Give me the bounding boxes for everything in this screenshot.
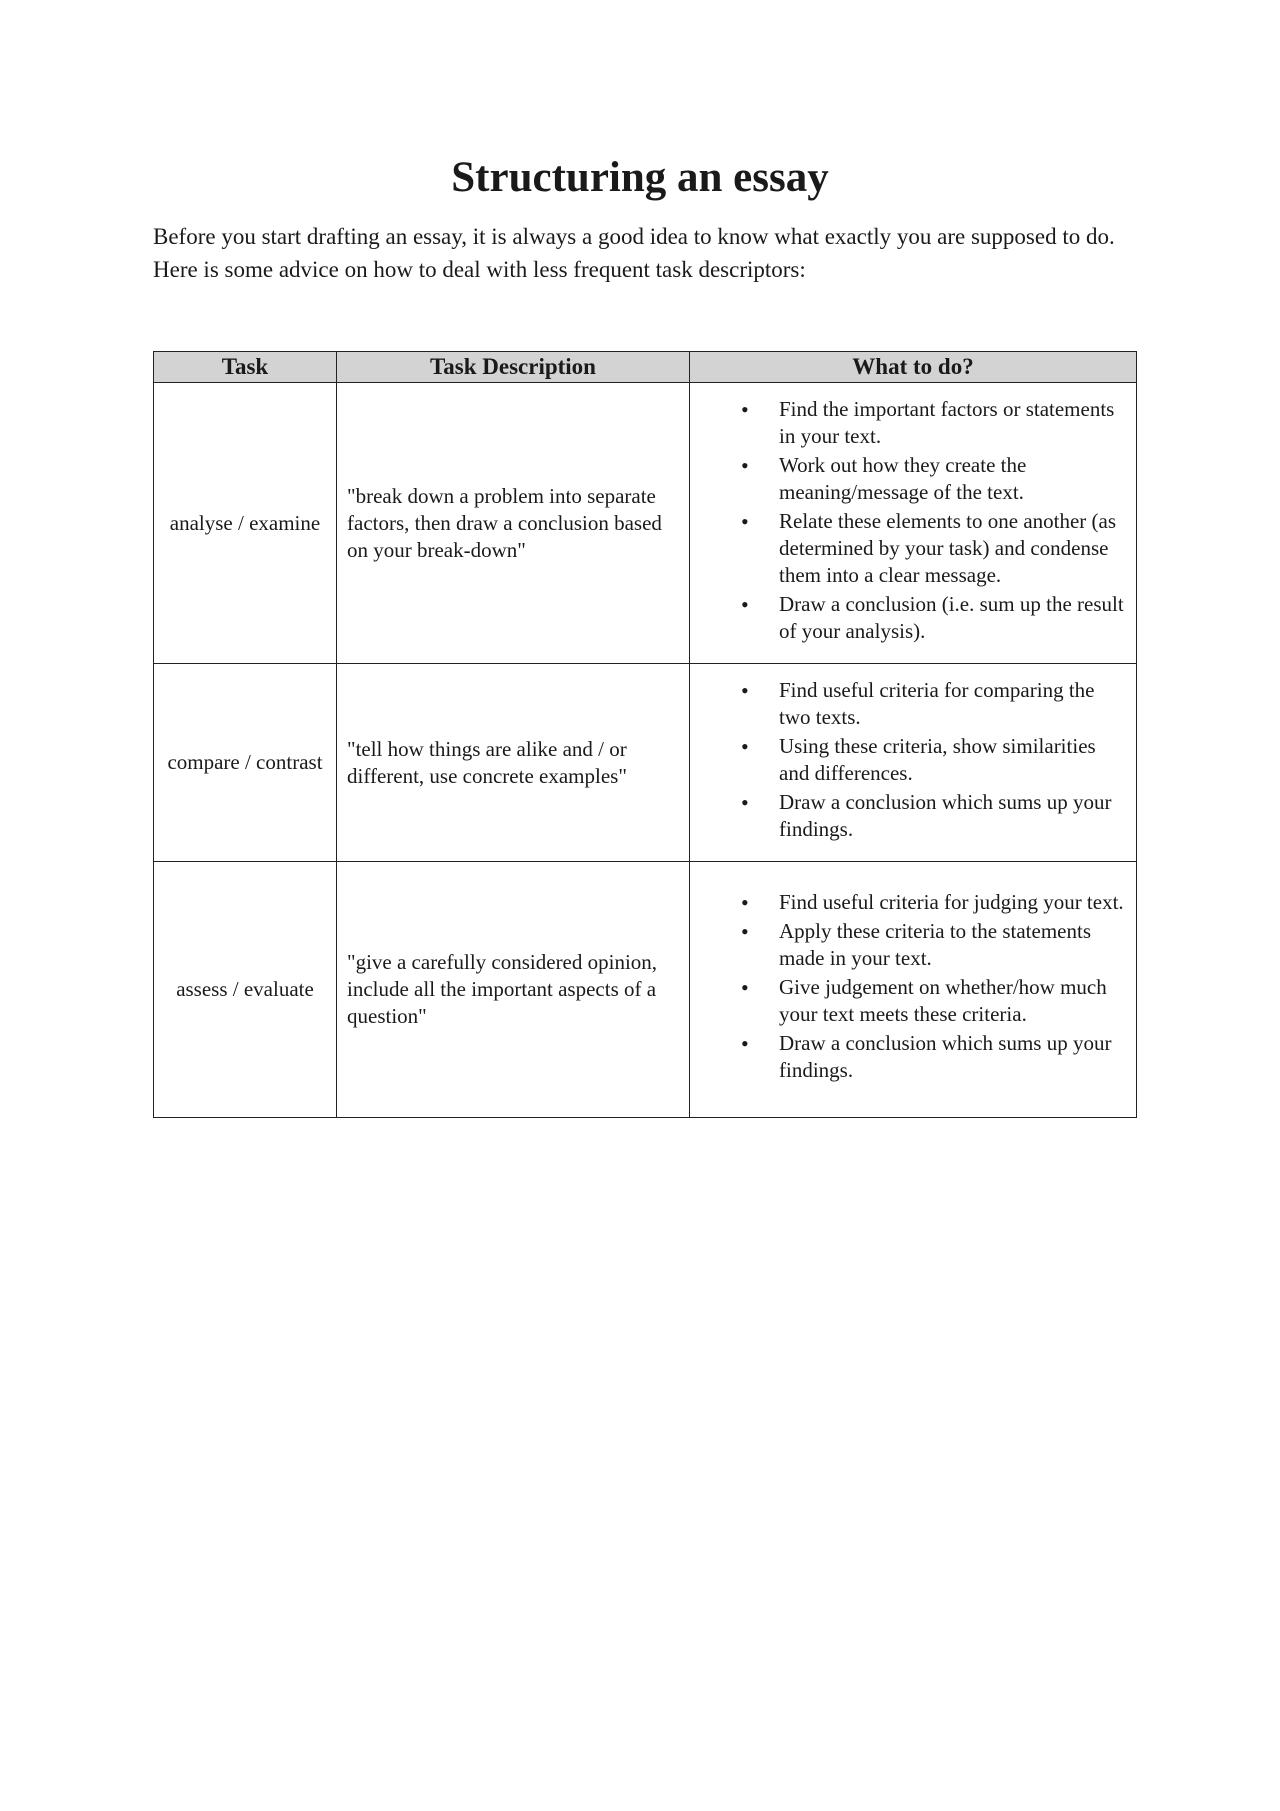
- list-item: • Draw a conclusion which sums up your findings.: [779, 789, 1126, 843]
- header-what-to-do: What to do?: [690, 352, 1137, 383]
- list-item: • Using these criteria, show similarities and differences.: [779, 733, 1126, 787]
- header-task-description: Task Description: [337, 352, 690, 383]
- table-header-row: [154, 352, 1137, 383]
- todo-list: [690, 677, 1126, 843]
- task-cell: compare / contrast: [154, 664, 337, 862]
- task-cell: analyse / examine: [154, 383, 337, 664]
- todo-list: [690, 396, 1126, 645]
- list-item: • Draw a conclusion which sums up your findings.: [779, 1030, 1126, 1084]
- list-item: • Find useful criteria for judging your text.: [779, 889, 1126, 916]
- table-row: [154, 664, 1137, 862]
- todo-cell: [690, 664, 1137, 862]
- list-item: • Give judgement on whether/how much your text meets these criteria.: [779, 974, 1126, 1028]
- todo-cell: [690, 383, 1137, 664]
- list-item: • Work out how they create the meaning/message of the text.: [779, 452, 1126, 506]
- task-cell: assess / evaluate: [154, 862, 337, 1118]
- list-item: • Relate these elements to one another (as determined by your task) and condense them into a clear message.: [779, 508, 1126, 589]
- todo-cell: [690, 862, 1137, 1118]
- todo-list: [690, 889, 1126, 1084]
- table-row: [154, 862, 1137, 1118]
- description-cell: "break down a problem into separate factors, then draw a conclusion based on your break-down": [337, 383, 690, 664]
- header-task: Task: [154, 352, 337, 383]
- list-item: • Find useful criteria for comparing the two texts.: [779, 677, 1126, 731]
- task-descriptor-table: [153, 351, 1137, 1118]
- table-row: [154, 383, 1137, 664]
- list-item: • Find the important factors or statements in your text.: [779, 396, 1126, 450]
- description-cell: "give a carefully considered opinion, include all the important aspects of a question": [337, 862, 690, 1118]
- list-item: • Draw a conclusion (i.e. sum up the result of your analysis).: [779, 591, 1126, 645]
- page-title: Structuring an essay: [451, 154, 829, 201]
- list-item: • Apply these criteria to the statements made in your text.: [779, 918, 1126, 972]
- intro-paragraph: Before you start drafting an essay, it is always a good idea to know what exactly you are supposed to do. Here is some advice on how to deal with less frequent task descriptors:: [153, 224, 1115, 282]
- description-cell: "tell how things are alike and / or different, use concrete examples": [337, 664, 690, 862]
